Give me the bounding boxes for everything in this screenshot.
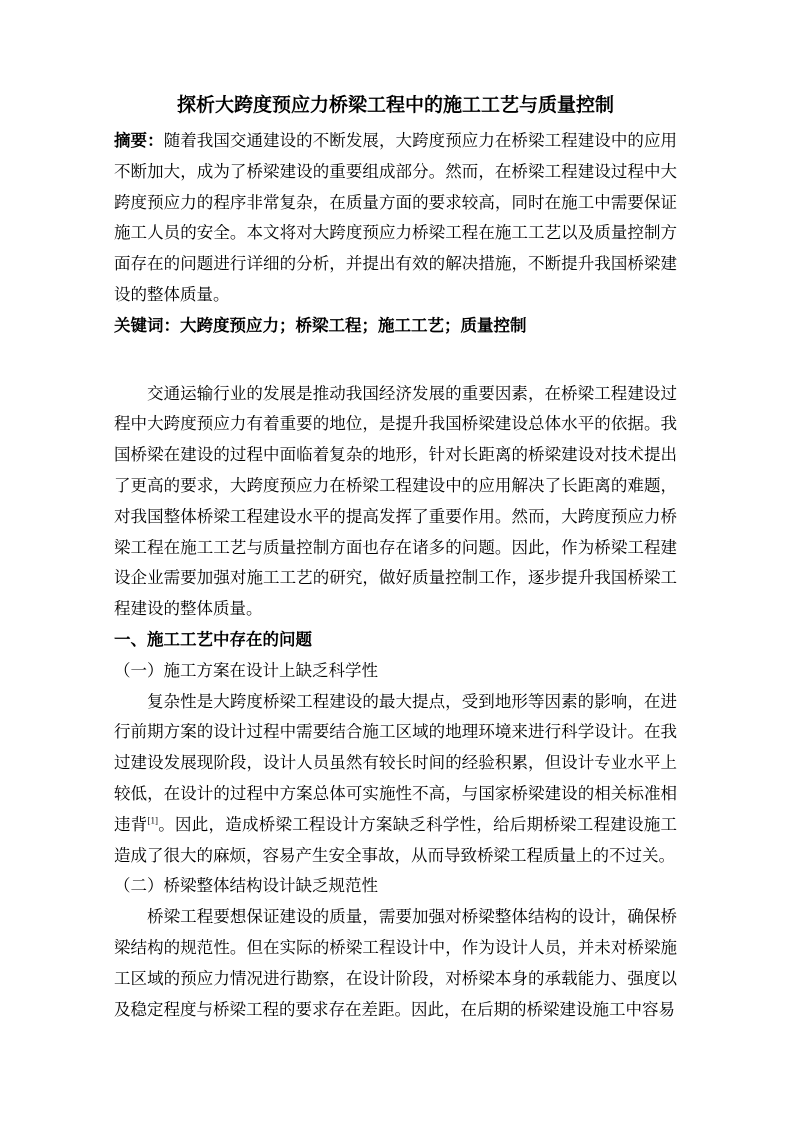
abstract-label: 摘要： [114,131,164,150]
document-title: 探析大跨度预应力桥梁工程中的施工工艺与质量控制 [176,95,614,116]
intro-paragraph: 交通运输行业的发展是推动我国经济发展的重要因素，在桥梁工程建设过程中大跨度预应力有着重要的地位，是提升我国桥梁建设总体水平的依据。我国桥梁在建设的过程中面临着复杂的地形，针对长距离的桥梁建设对技术提出了更高的要求，大跨度预应力在桥梁工程建设中的应用解决了长距离的难题，对我国整体桥梁工程建设水平的提高发挥了重要作用。然而，大跨度预应力桥梁工程在施工工艺与质量控制方面也存在诸多的问题。因此，作为桥梁工程建设企业需要加强对施工工艺的研究，做好质量控制工作，逐步提升我国桥梁工程建设的整体质量。 [114,383,677,619]
section-1-2-heading: （二）桥梁整体结构设计缺乏规范性 [114,876,378,896]
section-1-2-paragraph: 桥梁工程要想保证建设的质量，需要加强对桥梁整体结构的设计，确保桥梁结构的规范性。但在实际的桥梁工程设计中，作为设计人员，并未对桥梁施工区域的预应力情况进行勘察，在设计阶段，对桥梁本身的承载能力、强度以及稳定程度与桥梁工程的要求存在差距。因此，在后期的桥梁建设施工中容易 [114,907,677,1019]
section-1-heading: 一、施工工艺中存在的问题 [114,629,312,649]
document-content [114,89,677,1025]
section-1-1-text-before-citation: 复杂性是大跨度桥梁工程建设的最大提点，受到地形等因素的影响，在进行前期方案的设计过程中需要结合施工区域的地理环境来进行科学设计。在我过建设发展现阶段，设计人员虽然有较长时间的经验积累，但设计专业水平上较低，在设计的过程中方案总体可实施性不高，与国家桥梁建设的相关标准相违背 [114,691,677,834]
abstract-paragraph [114,126,677,311]
section-1-1-paragraph [114,687,677,872]
keywords-line: 关键词：大跨度预应力；桥梁工程；施工工艺；质量控制 [114,315,527,335]
section-1-1-text-after-citation: 。因此，造成桥梁工程设计方案缺乏科学性，给后期桥梁工程建设施工造成了很大的麻烦，容易产生安全事故，从而导致桥梁工程质量上的不过关。 [114,814,678,865]
abstract-text: 随着我国交通建设的不断发展，大跨度预应力在桥梁工程建设中的应用不断加大，成为了桥梁建设的重要组成部分。然而，在桥梁工程建设过程中大跨度预应力的程序非常复杂，在质量方面的要求较高，同时在施工中需要保证施工人员的安全。本文将对大跨度预应力桥梁工程在施工工艺以及质量控制方面存在的问题进行详细的分析，并提出有效的解决措施，不断提升我国桥梁建设的整体质量。 [114,131,678,304]
citation-ref-1: [1] [147,815,158,826]
section-1-1-heading: （一）施工方案在设计上缺乏科学性 [114,660,378,680]
